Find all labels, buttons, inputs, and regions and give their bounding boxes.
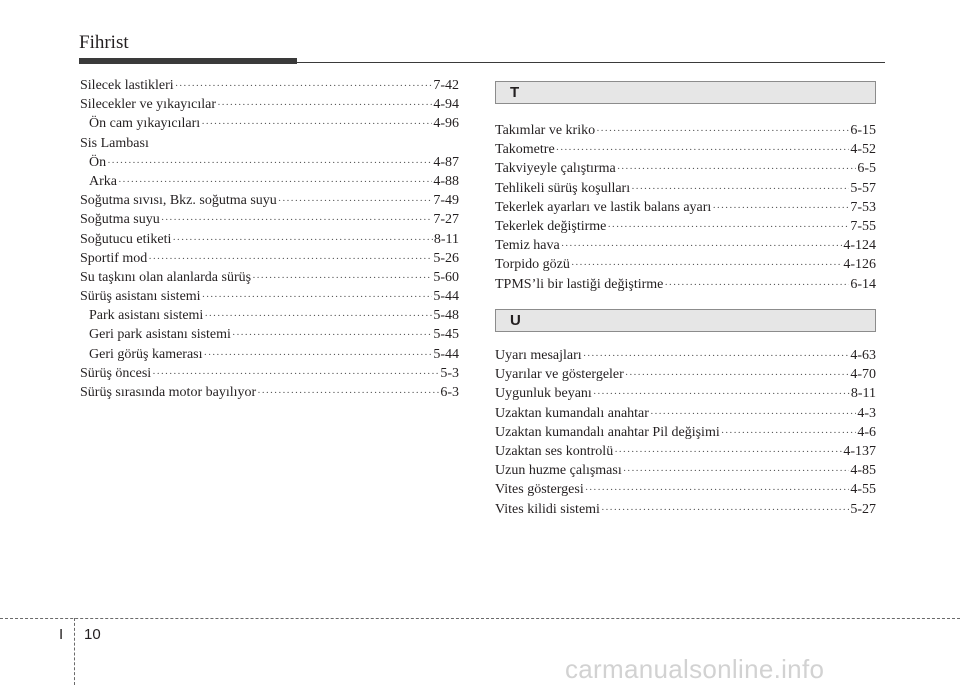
dot-leader (585, 481, 850, 500)
entry-page: 4-126 (843, 257, 876, 273)
dot-leader (650, 405, 856, 424)
dot-leader (278, 192, 433, 211)
entry-label: Takometre (495, 142, 555, 158)
footer-vertical-divider (74, 618, 75, 685)
entry-page: 5-3 (440, 365, 459, 381)
entry-page: 6-15 (850, 123, 876, 138)
entry-page: 4-88 (433, 173, 459, 189)
entry-page: 4-3 (857, 405, 876, 421)
entry-page: 7-55 (850, 218, 876, 234)
dot-leader (721, 424, 857, 443)
dot-leader (161, 211, 433, 230)
dot-leader (232, 326, 432, 345)
index-entry (80, 249, 459, 268)
dot-leader (583, 347, 850, 366)
entry-label: Uygunluk beyanı (495, 386, 592, 402)
entry-page: 4-87 (433, 154, 459, 170)
dot-leader (631, 180, 849, 199)
entry-label: Uzaktan kumandalı anahtar Pil değişimi (495, 424, 720, 440)
dot-leader (571, 256, 842, 275)
entry-page: 4-55 (850, 482, 876, 498)
entry-page: 4-52 (850, 142, 876, 158)
entry-label: Sis Lambası (80, 135, 149, 151)
dot-leader (152, 365, 439, 384)
entry-label: Tehlikeli sürüş koşulları (495, 180, 631, 196)
dot-leader (201, 115, 432, 134)
section-letter-u: U (510, 312, 521, 329)
dot-leader (625, 366, 850, 385)
dot-leader (561, 237, 843, 256)
dot-leader (617, 160, 857, 179)
section-letter-t: T (510, 84, 520, 101)
entry-page: 4-124 (843, 238, 876, 254)
entry-label: Temiz hava (495, 238, 560, 254)
entry-label: Vites göstergesi (495, 482, 584, 498)
index-entry (80, 345, 459, 364)
index-entry (80, 95, 459, 114)
entry-label: Ön cam yıkayıcıları (89, 116, 201, 132)
entry-page: 4-96 (433, 116, 459, 132)
entry-label: Ön (89, 154, 107, 170)
entry-page: 5-44 (433, 346, 459, 362)
index-entry (495, 140, 876, 159)
entry-label: Torpido gözü (495, 257, 570, 273)
index-entry (495, 461, 876, 480)
entry-page: 7-53 (850, 199, 876, 215)
dot-leader (204, 307, 432, 326)
entry-label: Uyarılar ve göstergeler (495, 367, 624, 383)
entry-page: 6-5 (857, 161, 876, 177)
entry-page: 6-3 (440, 385, 459, 400)
index-entry (495, 255, 876, 274)
entry-page: 4-63 (850, 348, 876, 363)
index-list-u (495, 346, 876, 519)
dot-leader (118, 173, 432, 192)
dot-leader (556, 141, 850, 160)
index-entry (80, 114, 459, 133)
watermark: carmanualsonline.info (565, 654, 825, 684)
entry-label: Sürüş asistanı sistemi (80, 289, 201, 305)
entry-page: 4-137 (843, 443, 876, 459)
index-entry (80, 268, 459, 287)
entry-label: Geri park asistanı sistemi (89, 327, 231, 343)
entry-label: Sürüş öncesi (80, 365, 152, 381)
entry-label: Silecekler ve yıkayıcılar (80, 97, 217, 113)
index-entry (80, 325, 459, 344)
entry-page: 7-27 (433, 212, 459, 228)
dot-leader (175, 77, 433, 96)
footer-page-number: 10 (84, 626, 101, 643)
entry-page: 5-26 (433, 250, 459, 266)
page-title: Fihrist (79, 32, 129, 53)
entry-page: 7-49 (433, 193, 459, 209)
dot-leader (257, 384, 439, 403)
index-entry (80, 76, 459, 95)
dot-leader (217, 96, 432, 115)
index-entry (80, 172, 459, 191)
entry-page: 6-14 (850, 276, 876, 292)
entry-label: Takımlar ve kriko (495, 123, 596, 138)
header-rule (79, 62, 885, 63)
dot-leader (204, 346, 433, 365)
index-entry (80, 153, 459, 172)
dot-leader (107, 154, 432, 173)
entry-label: Park asistanı sistemi (89, 308, 204, 324)
dot-leader (593, 385, 850, 404)
entry-label: Arka (89, 173, 117, 189)
dot-leader (172, 231, 432, 250)
index-entry (495, 480, 876, 499)
dot-leader (623, 462, 850, 481)
entry-label: Uzaktan ses kontrolü (495, 443, 614, 459)
index-entry (80, 210, 459, 229)
index-entry (495, 121, 876, 140)
dot-leader (601, 501, 849, 520)
entry-page: 5-44 (433, 289, 459, 305)
index-entry (80, 230, 459, 249)
index-entry (495, 500, 876, 519)
index-entry (495, 159, 876, 178)
index-entry (495, 384, 876, 403)
entry-label: Uyarı mesajları (495, 348, 582, 363)
index-entry (495, 442, 876, 461)
index-entry (495, 346, 876, 365)
entry-label: Tekerlek değiştirme (495, 218, 607, 234)
entry-label: Vites kilidi sistemi (495, 501, 600, 517)
dot-leader (202, 288, 433, 307)
dot-leader (596, 122, 849, 141)
index-entry (495, 365, 876, 384)
index-entry (80, 287, 459, 306)
entry-page: 5-60 (433, 269, 459, 285)
entry-label: Geri görüş kamerası (89, 346, 203, 362)
entry-page: 8-11 (850, 386, 876, 402)
entry-page: 4-85 (850, 463, 876, 479)
footer-section-label: I (59, 626, 64, 643)
index-entry (495, 236, 876, 255)
entry-label: Silecek lastikleri (80, 78, 174, 93)
index-entry (495, 275, 876, 294)
entry-label: Uzaktan kumandalı anahtar (495, 405, 649, 421)
entry-page: 5-27 (850, 501, 876, 517)
entry-page: 4-94 (433, 97, 459, 113)
entry-label: Su taşkını olan alanlarda sürüş (80, 269, 252, 285)
entry-page: 5-45 (433, 327, 459, 343)
index-entry (495, 198, 876, 217)
dot-leader (252, 269, 432, 288)
section-header-u (495, 309, 876, 332)
entry-label: Sürüş sırasında motor bayılıyor (80, 385, 257, 400)
index-entry (495, 179, 876, 198)
index-entry (80, 306, 459, 325)
entry-label: Uzun huzme çalışması (495, 463, 622, 479)
entry-label: Tekerlek ayarları ve lastik balans ayarı (495, 199, 712, 215)
index-list-t (495, 121, 876, 294)
index-entry (495, 423, 876, 442)
section-header-t (495, 81, 876, 104)
entry-page: 4-70 (850, 367, 876, 383)
entry-page: 7-42 (433, 78, 459, 93)
dot-leader (664, 276, 849, 295)
dot-leader (712, 199, 849, 218)
index-entry (495, 404, 876, 423)
footer-divider (0, 618, 960, 619)
index-entry (80, 191, 459, 210)
entry-label: Sportif mod (80, 250, 148, 266)
entry-page: 5-57 (850, 180, 876, 196)
entry-label: Soğutma suyu (80, 212, 160, 228)
entry-label: Takviyeyle çalıştırma (495, 161, 616, 177)
entry-label: TPMS’li bir lastiği değiştirme (495, 276, 664, 292)
index-entry (80, 383, 459, 402)
index-entry (80, 134, 459, 153)
dot-leader (607, 218, 849, 237)
header-bar (79, 58, 297, 64)
entry-label: Soğutucu etiketi (80, 231, 172, 247)
index-entry (495, 217, 876, 236)
entry-page: 8-11 (433, 231, 459, 247)
index-column-left (80, 76, 459, 402)
entry-label: Soğutma sıvısı, Bkz. soğutma suyu (80, 193, 277, 209)
entry-page: 5-48 (433, 308, 459, 324)
entry-page: 4-6 (857, 424, 876, 440)
index-entry (80, 364, 459, 383)
dot-leader (148, 250, 432, 269)
dot-leader (614, 443, 842, 462)
